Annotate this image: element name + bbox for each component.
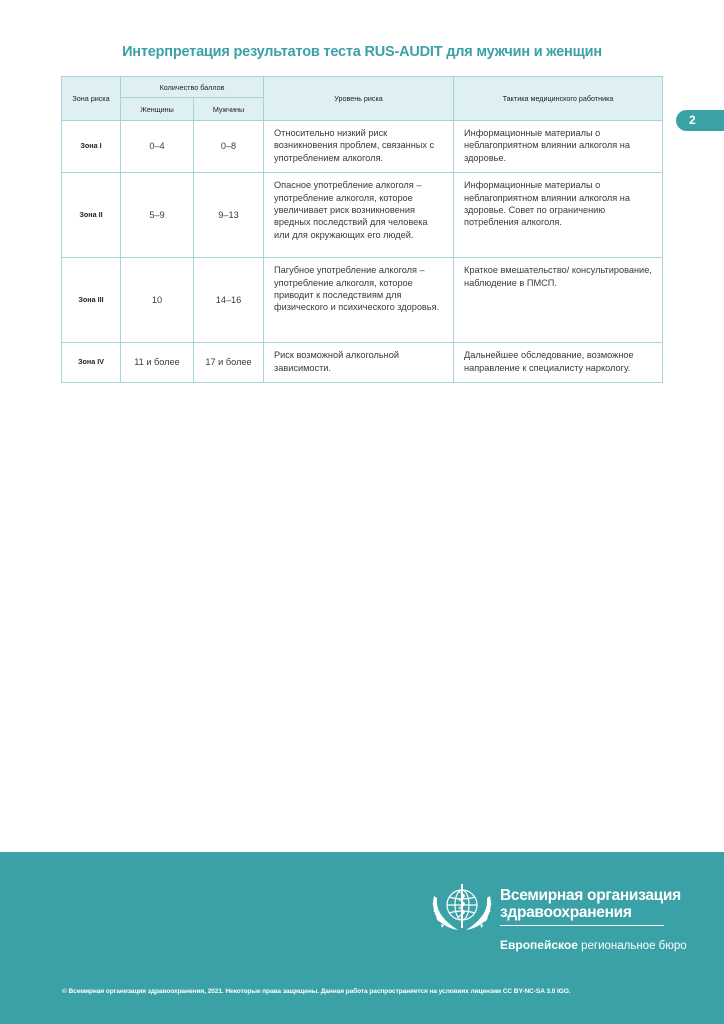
- header-tactics: Тактика медицинского работника: [454, 77, 663, 121]
- header-risk-level: Уровень риска: [264, 77, 454, 121]
- footer-divider: [500, 925, 664, 926]
- men-score-cell: 14–16: [194, 258, 264, 343]
- risk-level-cell: Относительно низкий риск возникновения проблем, связанных с употреблением алкоголя.: [264, 121, 454, 173]
- tactics-cell: Дальнейшее обследование, возможное направление к специалисту наркологу.: [454, 343, 663, 383]
- regional-office-label: [500, 938, 687, 952]
- tactics-cell: Информационные материалы о неблагоприятном влиянии алкоголя на здоровье.: [454, 121, 663, 173]
- tactics-cell: Краткое вмешательство/ консультирование, наблюдение в ПМСП.: [454, 258, 663, 343]
- table-row: [62, 121, 663, 173]
- table-row: [62, 258, 663, 343]
- zone-cell: Зона III: [62, 258, 121, 343]
- results-table: [61, 76, 663, 383]
- tactics-cell: Информационные материалы о неблагоприятном влиянии алкоголя на здоровье. Совет по ограничению потребления алкоголя.: [454, 173, 663, 258]
- page-title: Интерпретация результатов теста RUS-AUDIT для мужчин и женщин: [122, 44, 602, 60]
- risk-level-cell: Опасное употребление алкоголя – употребление алкоголя, которое увеличивает риск возникновения вредных последствий для человека или для окружающих его людей.: [264, 173, 454, 258]
- header-women: Женщины: [121, 98, 194, 121]
- zone-cell: Зона II: [62, 173, 121, 258]
- org-name-line2: здравоохранения: [500, 904, 632, 921]
- men-score-cell: 0–8: [194, 121, 264, 173]
- men-score-cell: 9–13: [194, 173, 264, 258]
- risk-level-cell: Риск возможной алкогольной зависимости.: [264, 343, 454, 383]
- women-score-cell: 0–4: [121, 121, 194, 173]
- men-score-cell: 17 и более: [194, 343, 264, 383]
- zone-cell: Зона IV: [62, 343, 121, 383]
- table-row: [62, 343, 663, 383]
- women-score-cell: 5–9: [121, 173, 194, 258]
- header-zone: Зона риска: [62, 77, 121, 121]
- org-name-line1: Всемирная организация: [500, 887, 681, 904]
- header-men: Мужчины: [194, 98, 264, 121]
- risk-level-cell: Пагубное употребление алкоголя – употребление алкоголя, которое приводит к последствиям для физического и психического здоровья.: [264, 258, 454, 343]
- who-emblem-icon: [428, 878, 496, 936]
- org-name: [500, 887, 681, 921]
- regional-rest: региональное бюро: [581, 940, 687, 952]
- regional-bold: Европейское: [500, 938, 578, 952]
- header-score-group: Количество баллов: [121, 77, 264, 98]
- zone-cell: Зона I: [62, 121, 121, 173]
- women-score-cell: 10: [121, 258, 194, 343]
- page-number-badge: 2: [676, 110, 724, 131]
- women-score-cell: 11 и более: [121, 343, 194, 383]
- table-row: [62, 173, 663, 258]
- copyright-notice: © Всемирная организация здравоохранения, 2021. Некоторые права защищены. Данная работа распространяется на условиях лицензии CC BY-NC-SA 3.0 IGO.: [62, 988, 571, 995]
